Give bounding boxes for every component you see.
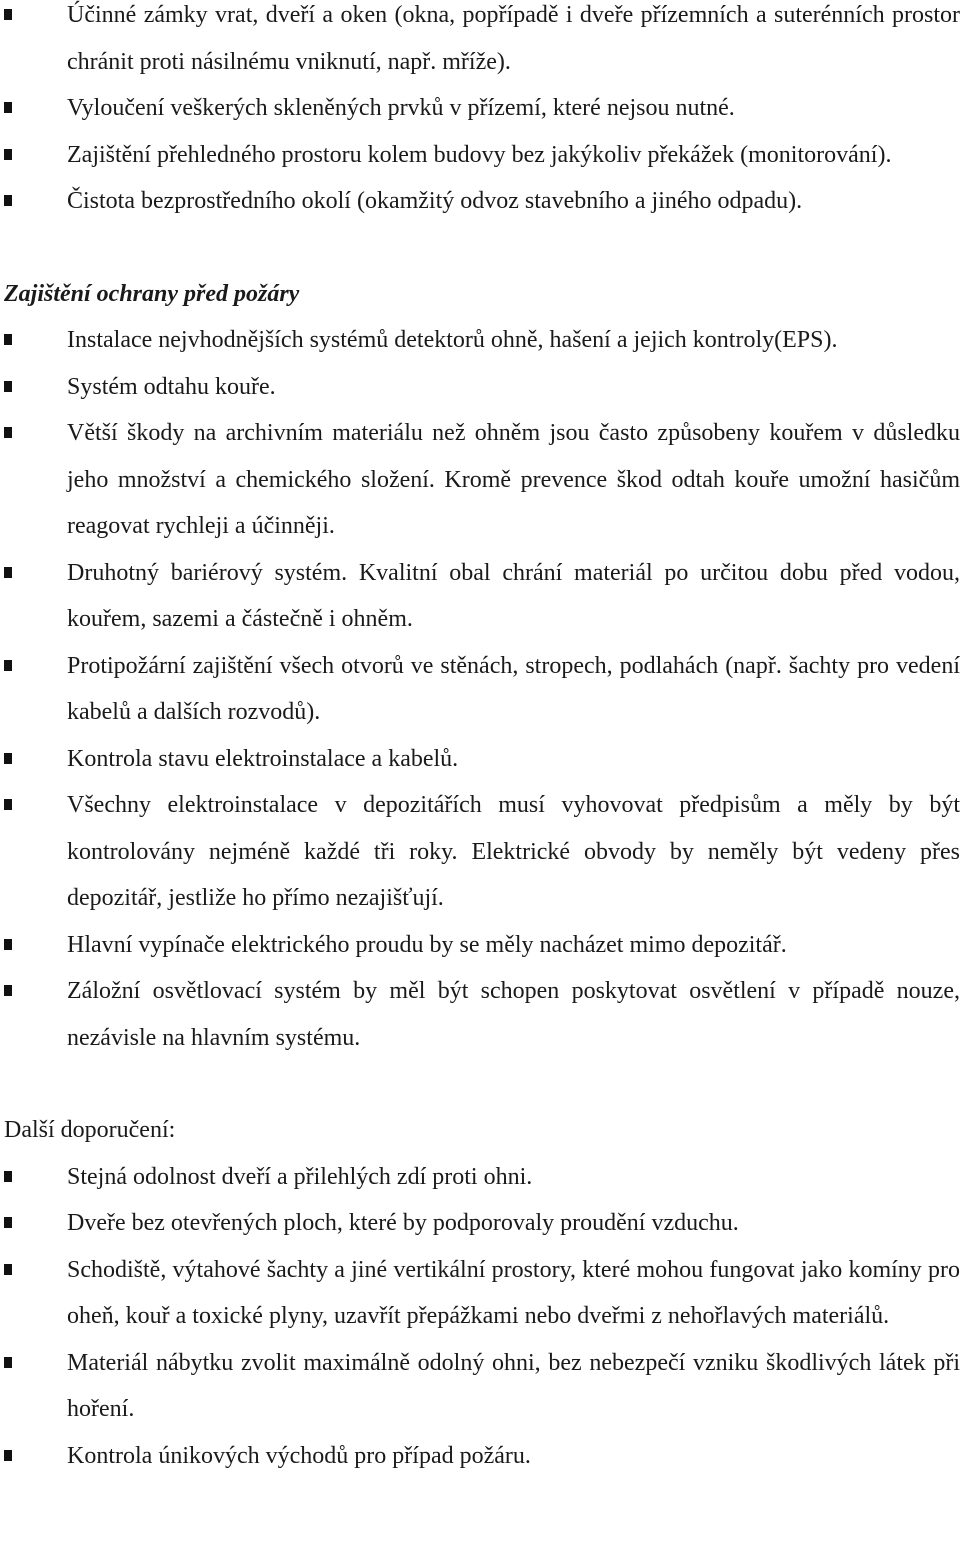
list-item-text: Schodiště, výtahové šachty a jiné vertikální prostory, které mohou fungovat jako komíny pro oheň, kouř a toxické plyny, uzavřít přepážkami nebo dveřmi z nehořlavých materiálů. <box>67 1256 960 1329</box>
list-item <box>0 736 960 783</box>
list-item <box>0 1247 960 1340</box>
list-item-text: Instalace nejvhodnějších systémů detektorů ohně, hašení a jejich kontroly(EPS). <box>67 327 838 353</box>
list-item <box>0 1433 960 1480</box>
square-bullet-icon <box>4 1171 12 1182</box>
square-bullet-icon <box>4 985 12 996</box>
list-item-text: Druhotný bariérový systém. Kvalitní obal chrání materiál po určitou dobu před vodou, kouřem, sazemi a částečně i ohněm. <box>67 559 960 632</box>
list-item <box>0 550 960 643</box>
list-item-text: Větší škody na archivním materiálu než ohněm jsou často způsobeny kouřem v důsledku jeho množství a chemického složení. Kromě prevence škod odtah kouře umožní hasičům reagovat rychleji a účinněji. <box>67 420 960 539</box>
list-item <box>0 364 960 411</box>
list-item <box>0 1340 960 1433</box>
square-bullet-icon <box>4 939 12 950</box>
security-list <box>0 0 960 225</box>
list-item-text: Účinné zámky vrat, dveří a oken (okna, popřípadě i dveře přízemních a suterénních prostor chránit proti násilnému vniknutí, např. mříže). <box>67 2 960 75</box>
list-item <box>0 85 960 132</box>
square-bullet-icon <box>4 799 12 810</box>
list-item <box>0 968 960 1061</box>
square-bullet-icon <box>4 1357 12 1368</box>
list-item-text: Systém odtahu kouře. <box>67 373 276 400</box>
list-item <box>0 132 960 179</box>
square-bullet-icon <box>4 102 12 113</box>
list-item-text: Vyloučení veškerých skleněných prvků v přízemí, které nejsou nutné. <box>67 95 735 121</box>
list-item <box>0 0 960 85</box>
list-item <box>0 922 960 969</box>
square-bullet-icon <box>4 567 12 578</box>
spacer <box>0 1061 960 1107</box>
list-item <box>0 1200 960 1247</box>
list-item <box>0 317 960 364</box>
square-bullet-icon <box>4 381 12 392</box>
square-bullet-icon <box>4 149 12 160</box>
list-item-text: Dveře bez otevřených ploch, které by podporovaly proudění vzduchu. <box>67 1210 739 1236</box>
list-item <box>0 178 960 225</box>
square-bullet-icon <box>4 195 12 206</box>
square-bullet-icon <box>4 1450 12 1461</box>
square-bullet-icon <box>4 660 12 671</box>
list-item-text: Materiál nábytku zvolit maximálně odolný ohni, bez nebezpečí vzniku škodlivých látek při hoření. <box>67 1349 960 1422</box>
list-item <box>0 1154 960 1201</box>
list-item-text: Kontrola stavu elektroinstalace a kabelů. <box>67 745 459 772</box>
list-item-text: Záložní osvětlovací systém by měl být schopen poskytovat osvětlení v případě nouze, nezávisle na hlavním systému. <box>67 978 960 1051</box>
section-heading-other-recommendations: Další doporučení: <box>4 1117 176 1143</box>
fire-protection-list <box>0 317 960 1061</box>
section-heading-fire-protection: Zajištění ochrany před požáry <box>4 280 300 307</box>
square-bullet-icon <box>4 1217 12 1228</box>
square-bullet-icon <box>4 9 12 20</box>
list-item-text: Protipožární zajištění všech otvorů ve stěnách, stropech, podlahách (např. šachty pro vedení kabelů a dalších rozvodů). <box>67 652 960 725</box>
list-item <box>0 410 960 550</box>
square-bullet-icon <box>4 753 12 764</box>
list-item <box>0 643 960 736</box>
list-item-text: Všechny elektroinstalace v depozitářích musí vyhovovat předpisům a měly by být kontrolovány nejméně každé tři roky. Elektrické obvody by neměly být vedeny přes depozitář, jestliže ho přímo nezajišťují. <box>67 792 960 911</box>
square-bullet-icon <box>4 334 12 345</box>
list-item-text: Zajištění přehledného prostoru kolem budovy bez jakýkoliv překážek (monitorování). <box>67 141 892 168</box>
square-bullet-icon <box>4 1264 12 1275</box>
list-item-text: Stejná odolnost dveří a přilehlých zdí proti ohni. <box>67 1163 533 1190</box>
list-item <box>0 782 960 922</box>
list-item-text: Hlavní vypínače elektrického proudu by se měly nacházet mimo depozitář. <box>67 931 787 958</box>
spacer <box>0 225 960 271</box>
list-item-text: Čistota bezprostředního okolí (okamžitý odvoz stavebního a jiného odpadu). <box>67 188 803 214</box>
square-bullet-icon <box>4 427 12 438</box>
list-item-text: Kontrola únikových východů pro případ požáru. <box>67 1442 531 1469</box>
recommendations-list <box>0 1154 960 1480</box>
